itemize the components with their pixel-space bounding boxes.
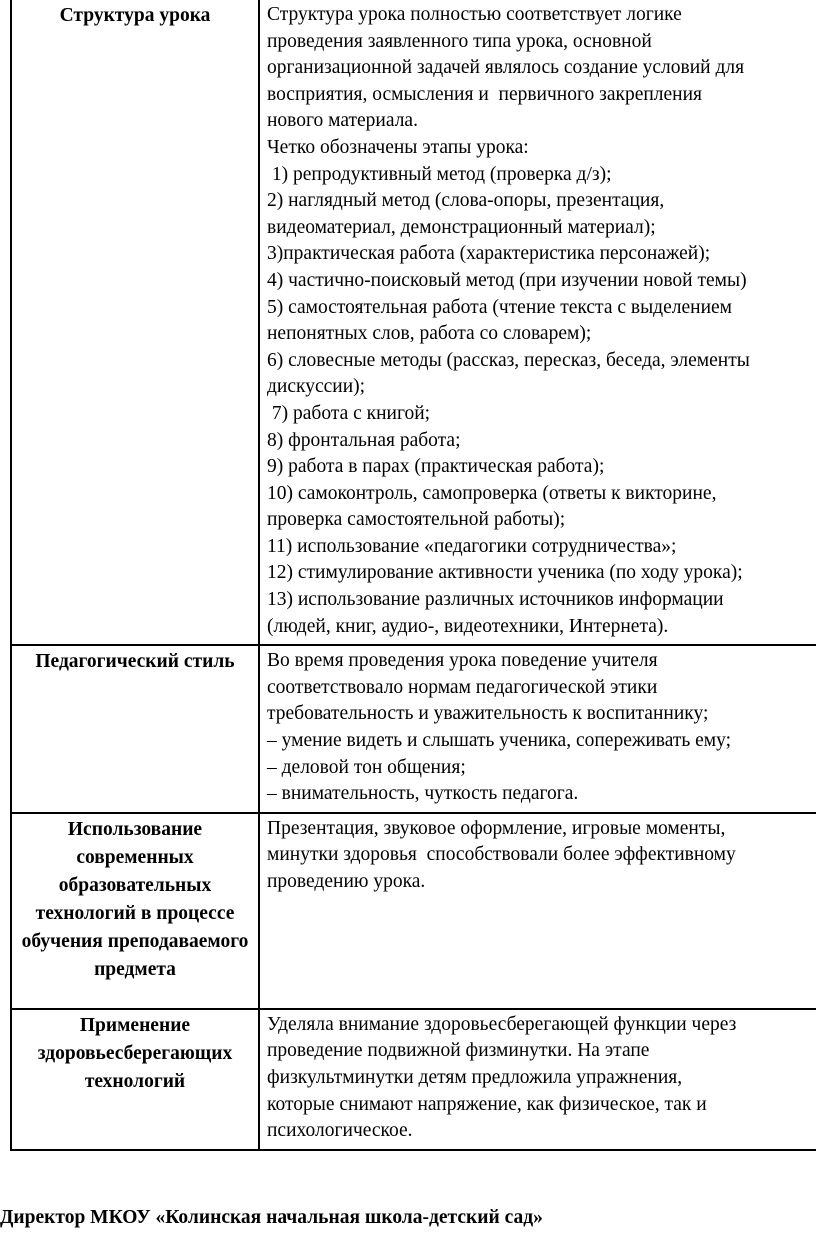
row-content: [259, 813, 816, 1009]
content-line: видеоматериал, демонстрационный материал);: [267, 216, 656, 238]
table-row: [11, 645, 816, 813]
row-label: Педагогический стиль: [11, 645, 259, 813]
content-line: нового материала.: [267, 110, 418, 132]
content-line: Презентация, звуковое оформление, игровые моменты,: [267, 817, 726, 839]
content-line: проведению урока.: [267, 871, 426, 892]
content-line: 4) частично-поисковый метод (при изучении новой темы): [267, 269, 747, 291]
row-content: [259, 0, 816, 645]
content-line: 12) стимулирование активности ученика (по ходу урока);: [267, 562, 743, 584]
content-line: проверка самостоятельной работы);: [267, 509, 566, 531]
table-body: [11, 0, 816, 1150]
content-line: 7) работа с книгой;: [267, 402, 431, 424]
row-content: [259, 645, 816, 813]
content-line: (людей, книг, аудио-, видеотехники, Интернета).: [267, 615, 669, 637]
content-line: 1) репродуктивный метод (проверка д/з);: [267, 163, 612, 185]
row-label: Структура урока: [11, 0, 259, 645]
content-line: – умение видеть и слышать ученика, сопереживать ему;: [267, 730, 732, 752]
content-line: Четко обозначены этапы урока:: [267, 136, 529, 158]
content-line: Уделяла внимание здоровьесберегающей функции через: [267, 1013, 737, 1035]
content-line: минутки здоровья способствовали более эффективному: [267, 844, 736, 866]
content-line: Во время проведения урока поведение учителя: [267, 650, 658, 672]
content-line: непонятных слов, работа со словарем);: [267, 323, 592, 345]
content-line: 3)практическая работа (характеристика персонажей);: [267, 243, 711, 265]
content-line: 5) самостоятельная работа (чтение текста с выделением: [267, 296, 733, 318]
content-line: 13) использование различных источников информации: [267, 589, 724, 611]
content-line: дискуссии);: [267, 376, 366, 398]
content-line: 8) фронтальная работа;: [267, 429, 461, 451]
assessment-table: [10, 0, 816, 1151]
content-line: 9) работа в парах (практическая работа);: [267, 456, 605, 478]
content-line: организационной задачей являлось создание условий для: [267, 57, 745, 79]
table-row: [11, 0, 816, 645]
table-row: [11, 813, 816, 1009]
content-line: 10) самоконтроль, самопроверка (ответы к викторине,: [267, 482, 717, 504]
content-line: соответствовало нормам педагогической этики: [267, 676, 658, 698]
content-line: – внимательность, чуткость педагога.: [267, 783, 579, 805]
content-line: – деловой тон общения;: [267, 756, 466, 778]
content-line: психологическое.: [267, 1120, 413, 1142]
content-line: проведения заявленного типа урока, основной: [267, 30, 652, 52]
content-line: восприятия, осмысления и первичного закрепления: [267, 83, 703, 105]
content-line: 2) наглядный метод (слова-опоры, презентация,: [267, 190, 665, 212]
content-line: требовательность и уважительность к воспитаннику;: [267, 703, 709, 725]
row-label: Применение здоровьесберегающих технологий: [11, 1009, 259, 1150]
content-line: которые снимают напряжение, как физическое, так и: [267, 1093, 707, 1115]
footer-signature: Директор МКОУ «Колинская начальная школа-детский сад»: [0, 1207, 543, 1228]
table-row: [11, 1009, 816, 1150]
row-content: [259, 1009, 816, 1150]
row-label: Использование современных образовательных технологий в процессе обучения преподаваемого предмета: [11, 813, 259, 1009]
content-line: 11) использование «педагогики сотрудничества»;: [267, 535, 677, 557]
content-line: 6) словесные методы (рассказ, пересказ, беседа, элементы: [267, 349, 750, 371]
content-line: проведение подвижной физминутки. На этапе: [267, 1040, 650, 1062]
content-line: физкультминутки детям предложила упражнения,: [267, 1067, 683, 1088]
content-line: Структура урока полностью соответствует логике: [267, 4, 682, 25]
